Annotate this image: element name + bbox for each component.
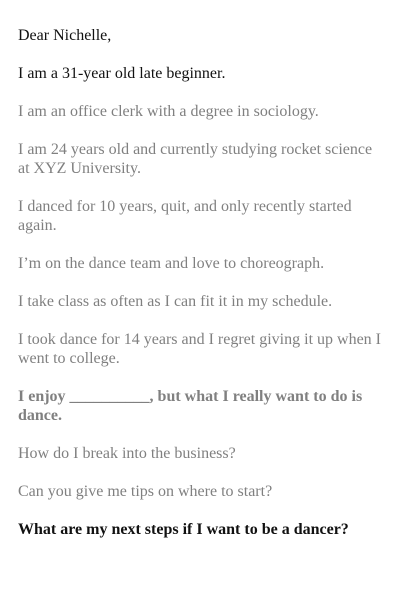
letter-line-tips: Can you give me tips on where to start? (18, 483, 273, 500)
letter-line-break-into-business: How do I break into the business? (18, 445, 236, 462)
letter-line-next-steps: What are my next steps if I want to be a dancer? (18, 521, 349, 538)
letter-line-danced-ten-years: I danced for 10 years, quit, and only recently started again. (18, 198, 352, 234)
letter-line-i-enjoy: I enjoy __________, but what I really want to do is dance. (18, 388, 363, 424)
letter-line-took-dance: I took dance for 14 years and I regret giving it up when I went to college. (18, 331, 381, 367)
letter-line-rocket-science: I am 24 years old and currently studying rocket science at XYZ University. (18, 141, 373, 177)
letter-line-late-beginner: I am a 31-year old late beginner. (18, 65, 226, 82)
letter-line-dance-team: I’m on the dance team and love to choreograph. (18, 255, 325, 272)
greeting: Dear Nichelle, (18, 27, 112, 44)
letter-line-office-clerk: I am an office clerk with a degree in sociology. (18, 103, 319, 120)
letter-line-take-class: I take class as often as I can fit it in my schedule. (18, 293, 333, 310)
